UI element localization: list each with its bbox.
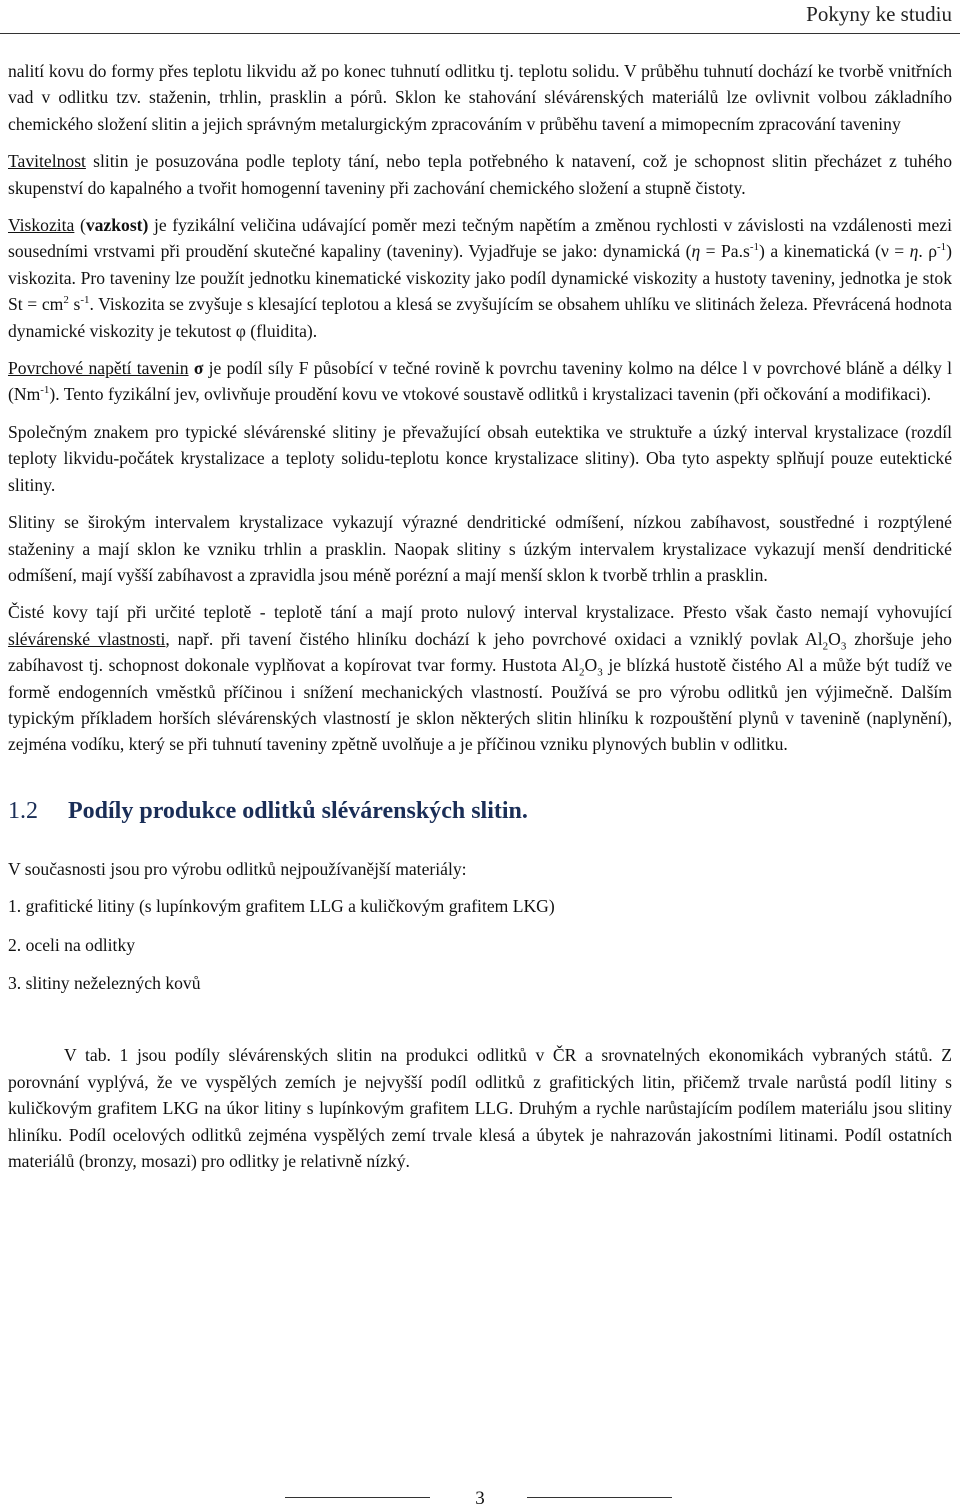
subscript: 2 (579, 666, 585, 679)
page-header (0, 0, 960, 34)
paragraph-table-summary: V tab. 1 jsou podíly slévárenských slitin na produkci odlitků v ČR a srovnatelných ekonomikách vybraných států. Z porovnání vyplývá, že ve vyspělých zemích je nejvyšší podíl odlitků z grafitických litin, přičemž trvale narůstá podíl litiny s kuličkovým grafitem LKG na úkor litiny s lupínkovým grafitem LLG. Druhým a rychle narůstajícím podílem materiálu jsou slitiny hliníku. Podíl ocelových odlitků zejména vyspělých zemí trvale klesá a úbytek je nahrazován jakostními litinami. Podíl ostatních materiálů (bronzy, mosazi) pro odlitky je relativně nízký. (8, 1045, 952, 1171)
text-run: ( (74, 215, 86, 236)
text-run: ). Tento fyzikální jev, ovlivňuje proudění kovu ve vtokové soustavě odlitků i krystalizaci tavenin (při očkování a modifikaci). (49, 384, 932, 405)
header-rule (0, 33, 960, 34)
paragraph-viscosity (8, 212, 952, 344)
text-run: O (584, 655, 598, 676)
paragraph-pure-metals (8, 599, 952, 757)
term-tavitelnost: Tavitelnost (8, 151, 86, 172)
text-run: je fyzikální veličina udávající poměr mezi tečným napětím a změnou rychlosti v závislosti na vzdálenosti mezi sousedními vrstvami při proudění skutečné kapaliny (taveniny). Vyjadřuje se jako: dynamická ( (8, 215, 952, 262)
superscript: -1 (40, 384, 50, 397)
superscript: -1 (749, 241, 760, 254)
text-run: . ρ (918, 241, 937, 262)
list-item: 3. slitiny neželezných kovů (8, 972, 201, 993)
page-number: 3 (475, 1488, 485, 1509)
superscript: -1 (80, 294, 90, 307)
subscript: 3 (840, 640, 847, 653)
text-run: ) a kinematická (ν = (759, 241, 910, 262)
subscript: 3 (597, 666, 603, 679)
text-run: , např. při tavení čistého hliníku dochází k jeho povrchové oxidaci a vzniklý povlak Al (165, 628, 823, 649)
paragraph-surface-tension (8, 355, 952, 408)
superscript: 2 (63, 294, 69, 307)
term-surface-tension: Povrchové napětí tavenin (8, 358, 189, 379)
paragraph-intro: V současnosti jsou pro výrobu odlitků nejpoužívanější materiály: (8, 858, 467, 879)
link-casting-properties[interactable]: slévárenské vlastnosti (8, 628, 166, 649)
text-run: . Viskozita se zvyšuje s klesající teplotou a klesá se zvyšujícím se obsahem uhlíku ve slitinách železa. Převrácená hodnota dynamické viskozity je tekutost φ (fluidita). (8, 294, 952, 341)
text-run: zhoršuje jeho zabíhavost tj. schopnost dokonale vyplňovat a kopírovat tvar formy. Hustota Al (8, 628, 952, 676)
text-run: = Pa.s (700, 241, 750, 262)
section-title: Podíly produkce odlitků slévárenských slitin. (68, 797, 528, 824)
symbol-eta: η (691, 241, 701, 262)
symbol-eta: η (909, 241, 919, 262)
text-run: je blízká hustotě čistého Al a může být tudíž ve formě endogenních vměstků příčinou i snížení mechanických vlastností. Používá se pro výrobu odlitků jen výjimečně. Dalším typickým příkladem horších slévárenských vlastností je sklon některých slitin hliníku k rozpouštění plynů v tavenině (naplynění), zejména vodíku, který se při tuhnutí taveniny zpětně uvolňuje a je příčinou vzniku plynových bublin v odlitku. (8, 655, 953, 755)
list-item: 1. grafitické litiny (s lupínkovým grafitem LLG a kuličkovým grafitem LKG) (8, 896, 555, 917)
text-run: ) viskozita. Pro taveniny lze použít jednotku kinematické viskozity jako podíl dynamické viskozity a hustoty taveniny, jednotka je stok St = cm (8, 241, 953, 315)
subscript: 2 (822, 640, 829, 653)
text-run: Čisté kovy tají při určité teplotě - teplotě tání a mají proto nulový interval krystalizace. Přesto však často nemají vyhovující (8, 602, 952, 623)
text-run: s (68, 294, 81, 315)
header-title: Pokyny ke studiu (806, 2, 952, 26)
section-heading (8, 796, 952, 826)
text-run: O (828, 628, 841, 649)
paragraph-crystallization-interval: Slitiny se širokým intervalem krystalizace vykazují výrazné dendritické odmíšení, nízkou zabíhavost, soustředné i rozptýlené staženiny a mají sklon ke vzniku trhlin a prasklin. Naopak slitiny s úzkým intervalem krystalizace vykazují menší dendritické odmíšení, mají vyšší zabíhavost a zpravidla jsou méně porézní a mají menší sklon k tvorbě trhlin a prasklin. (8, 512, 952, 585)
superscript: -1 (936, 241, 947, 254)
paragraph-text: slitin je posuzována podle teploty tání, nebo tepla potřebného k natavení, což je schopnost slitin přecházet z tuhého skupenství do kapalného a tvořit homogenní taveniny při zachování chemického složení a stupně čistoty. (8, 151, 952, 198)
term-vazkost: vazkost) (85, 215, 149, 236)
text-run: je podíl síly F působící v tečné rovině k povrchu taveniny kolmo na délce l v povrchové bláně a délky l (Nm (8, 358, 952, 405)
paragraph-eutectic: Společným znakem pro typické slévárenské slitiny je převažující obsah eutektika ve struktuře a úzký interval krystalizace (rozdíl teploty likvidu-počátek krystalizace a teploty solidu-teplotu konce krystalizace slitiny). Oba tyto aspekty splňují pouze eutektické slitiny. (8, 421, 952, 495)
paragraph-casting-shrinkage: nalití kovu do formy přes teplotu likvidu až po konec tuhnutí odlitku tj. teplotu solidu. V průběhu tuhnutí dochází ke tvorbě vnitřních vad v odlitku tzv. staženin, trhlin, prasklin a pórů. Sklon ke stahování slévárenských materiálů lze ovlivnit volbou základního chemického složení slitin a jejich správným metalurgickým zpracováním v průběhu tavení a mimopecním zpracování taveniny (8, 61, 952, 134)
term-viskozita: Viskozita (8, 215, 75, 236)
section-number: 1.2 (8, 797, 38, 824)
list-item: 2. oceli na odlitky (8, 934, 136, 955)
page-content (8, 58, 952, 1185)
symbol-sigma: σ (193, 358, 204, 379)
paragraph-meltability (8, 148, 952, 201)
